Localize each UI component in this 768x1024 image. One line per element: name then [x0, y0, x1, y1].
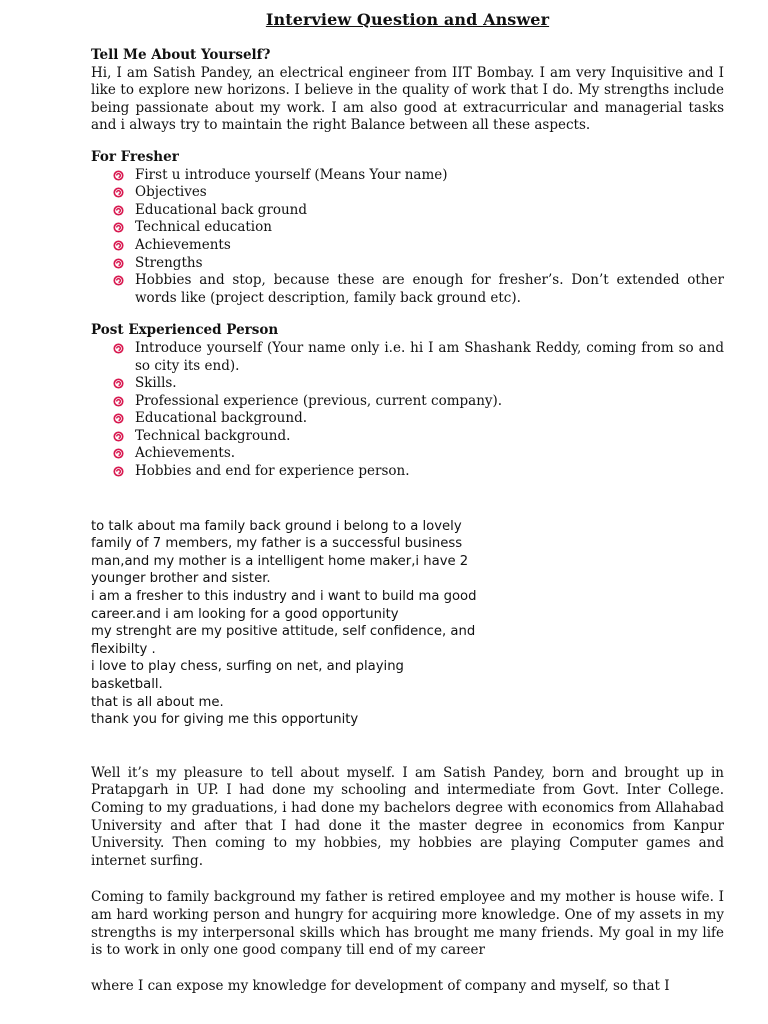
casual-line: to talk about ma family back ground i belong to a lovely [91, 518, 462, 534]
casual-line: man,and my mother is a intelligent home maker,i have 2 [91, 553, 469, 569]
casual-line: family of 7 members, my father is a successful business [91, 536, 463, 552]
list-item [113, 167, 724, 185]
casual-line: career.and i am looking for a good opportunity [91, 606, 399, 622]
casual-line: basketball. [91, 677, 163, 692]
spiral-bullet-icon [113, 205, 124, 216]
page-title: Interview Question and Answer [265, 10, 550, 29]
list-item [113, 410, 724, 428]
casual-line: that is all about me. [91, 694, 224, 710]
experienced-list [91, 340, 724, 481]
answer-paragraph-3: where I can expose my knowledge for development of company and myself, so that I [91, 977, 670, 994]
list-item [113, 219, 724, 237]
list-item-text: Educational back ground [135, 201, 307, 218]
spiral-bullet-icon [113, 431, 124, 442]
list-item [113, 237, 724, 255]
spiral-bullet-icon [113, 343, 124, 354]
fresher-heading: For Fresher [91, 148, 179, 165]
spiral-bullet-icon [113, 396, 124, 407]
intro-heading: Tell Me About Yourself? [91, 47, 271, 63]
list-item-text: Technical education [135, 219, 272, 236]
experienced-heading: Post Experienced Person [91, 322, 279, 339]
casual-line: thank you for giving me this opportunity [91, 712, 359, 728]
list-item-text: Achievements [135, 236, 231, 253]
spiral-bullet-icon [113, 258, 124, 269]
spiral-bullet-icon [113, 222, 124, 233]
document-page [91, 0, 724, 1024]
spiral-bullet-icon [113, 448, 124, 459]
list-item-text: Strengths [135, 254, 203, 271]
intro-paragraph: Hi, I am Satish Pandey, an electrical engineer from IIT Bombay. I am very Inquisitive and I like to explore new horizons. I believe in the quality of work that I do. My strengths include being passionate about my work. I am also good at extracurricular and managerial tasks and i always try to maintain the right Balance between all these aspects. [91, 64, 724, 134]
list-item [113, 255, 724, 273]
casual-line: younger brother and sister. [91, 571, 271, 587]
list-item [113, 445, 724, 463]
list-item-text: Skills. [135, 375, 177, 392]
answer-two-section [91, 765, 724, 996]
list-item [113, 428, 724, 446]
answer-paragraph-2: Coming to family background my father is retired employee and my mother is house wife. I am hard working person and hungry for acquiring more knowledge. One of my assets in my strengths is my interpersonal skills which has brought me many friends. My goal in my life is to work in only one good company till end of my career [91, 889, 724, 959]
list-item [113, 463, 724, 481]
casual-line: i love to play chess, surfing on net, and playing [91, 659, 404, 675]
casual-line: i am a fresher to this industry and i want to build ma good [91, 589, 477, 605]
list-item [113, 272, 724, 307]
list-item [113, 375, 724, 393]
list-item-text: First u introduce yourself (Means Your name) [135, 166, 448, 183]
list-item-text: Hobbies and stop, because these are enough for fresher’s. Don’t extended other words like (project description, family back ground etc). [135, 272, 724, 306]
casual-line: flexibilty . [91, 641, 156, 657]
list-item-text: Educational background. [135, 410, 307, 427]
list-item-text: Professional experience (previous, current company). [135, 392, 503, 409]
spiral-bullet-icon [113, 240, 124, 251]
fresher-list [91, 167, 724, 308]
intro-section [91, 47, 724, 135]
list-item-text: Objectives [135, 184, 207, 201]
spiral-bullet-icon [113, 466, 124, 477]
list-item-text: Technical background. [135, 427, 291, 444]
spiral-bullet-icon [113, 378, 124, 389]
list-item-text: Introduce yourself (Your name only i.e. hi I am Shashank Reddy, coming from so and so city its end). [135, 339, 724, 374]
spiral-bullet-icon [113, 413, 124, 424]
spiral-bullet-icon [113, 275, 124, 286]
fresher-section [91, 149, 724, 307]
casual-answer-section [91, 518, 724, 729]
list-item [113, 340, 724, 375]
list-item [113, 184, 724, 202]
list-item [113, 202, 724, 220]
list-item-text: Hobbies and end for experience person. [135, 463, 410, 480]
list-item-text: Achievements. [135, 445, 236, 462]
spiral-bullet-icon [113, 170, 124, 181]
experienced-section [91, 322, 724, 480]
answer-paragraph-1: Well it’s my pleasure to tell about myself. I am Satish Pandey, born and brought up in Pratapgarh in UP. I had done my schooling and intermediate from Govt. Inter College. Coming to my graduations, i had done my bachelors degree with economics from Allahabad University and after that I had done it the master degree in economics from Kanpur University. Then coming to my hobbies, my hobbies are playing Computer games and internet surfing. [91, 764, 724, 869]
spiral-bullet-icon [113, 187, 124, 198]
list-item [113, 393, 724, 411]
casual-line: my strenght are my positive attitude, self confidence, and [91, 624, 476, 640]
